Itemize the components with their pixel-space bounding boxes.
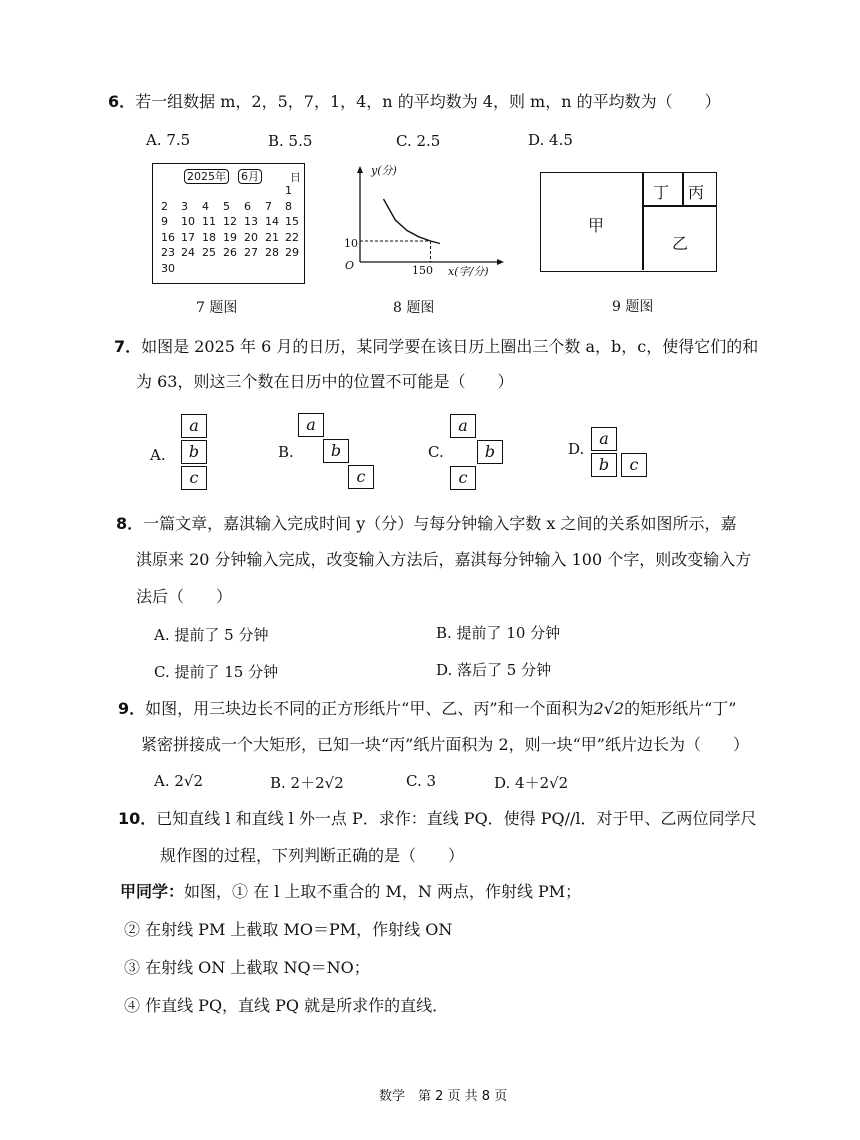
q10-step1-text: 如图，① 在 l 上取不重合的 M，N 两点，作射线 PM； (184, 882, 582, 901)
calendar-day: 4 (202, 199, 209, 213)
fig8-caption: 8 题图 (393, 300, 435, 316)
q6-option-b: B. 5.5 (268, 132, 313, 150)
calendar-day: 6 (244, 199, 251, 213)
q7-option-a-letter: A. (150, 446, 166, 464)
fig9-divider-small (682, 173, 684, 205)
q7-a-cell-a: a (181, 414, 207, 438)
q9-number: 9． (118, 699, 146, 718)
q6-number: 6． (108, 92, 136, 111)
q8-line3: 法后（ ） (136, 587, 233, 606)
q7-line2: 为 63，则这三个数在日历中的位置不可能是（ ） (136, 372, 514, 391)
calendar-day: 21 (265, 230, 279, 244)
q9-option-b: B. 2＋2√2 (270, 774, 344, 792)
calendar-day: 5 (223, 199, 230, 213)
fig9-label-ding: 丁 (653, 183, 670, 202)
q9-text-1b: 的矩形纸片“丁” (624, 699, 737, 718)
q10-step2: ② 在射线 PM 上截取 MO＝PM，作射线 ON (124, 920, 453, 939)
calendar-day: 24 (181, 246, 195, 259)
q8-option-c: C. 提前了 15 分钟 (154, 663, 279, 681)
calendar-day: 19 (223, 230, 237, 244)
q9-option-d: D. 4＋2√2 (494, 774, 569, 792)
calendar-day: 30 (161, 261, 175, 275)
q10-line1 (118, 809, 757, 829)
calendar-day: 13 (244, 215, 258, 228)
q7-d-cell-b: b (591, 453, 617, 477)
q7-b-cell-c: c (348, 465, 374, 489)
q7-number: 7． (114, 337, 142, 356)
calendar-day: 27 (244, 246, 258, 259)
calendar-day: 3 (181, 199, 188, 213)
q9-text-1a: 如图，用三块边长不同的正方形纸片“甲、乙、丙”和一个面积为 (145, 699, 594, 718)
q7-a-cell-b: b (181, 440, 207, 464)
calendar-day: 28 (265, 246, 279, 259)
calendar-month: 6月 (238, 169, 262, 184)
q8-text-1: 一篇文章，嘉淇输入完成时间 y（分）与每分钟输入字数 x 之间的关系如图所示，嘉 (143, 514, 737, 533)
fig9-divider-horizontal (642, 205, 716, 207)
calendar-day: 25 (202, 246, 216, 259)
q9-option-c: C. 3 (406, 772, 437, 790)
q8-line2: 淇原来 20 分钟输入完成，改变输入方法后，嘉淇每分钟输入 100 个字，则改变输入方 (136, 550, 752, 569)
x-axis-arrow (497, 259, 504, 265)
q7-d-cell-a: a (591, 427, 617, 451)
fig9-caption: 9 题图 (612, 299, 654, 315)
q7-option-b-letter: B. (278, 443, 294, 461)
y-axis-arrow (357, 166, 363, 173)
q7-b-cell-b: b (323, 439, 349, 463)
calendar-sunday-label: 日 (290, 171, 301, 184)
fig9-label-jia: 甲 (588, 216, 605, 235)
fig9-label-bing: 丙 (688, 183, 705, 202)
q9-area-expr: 2√2 (593, 699, 625, 718)
calendar-day: 1 (285, 184, 292, 197)
q9-line1 (118, 699, 736, 719)
calendar-day: 16 (161, 230, 175, 244)
fig8-ytick: 10 (344, 237, 358, 250)
fig8-xlabel: x(字/分) (448, 265, 489, 278)
fig8-origin: O (345, 259, 355, 272)
calendar-day: 23 (161, 246, 175, 259)
q7-b-cell-a: a (298, 413, 324, 437)
q7-c-cell-a: a (450, 414, 476, 438)
q7-d-cell-c: c (621, 453, 647, 477)
q6-option-a: A. 7.5 (146, 131, 191, 149)
q7-option-c-letter: C. (428, 443, 444, 461)
calendar-day: 17 (181, 230, 195, 244)
calendar-day: 20 (244, 230, 258, 244)
fig7-caption: 7 题图 (196, 300, 238, 316)
q8-option-d: D. 落后了 5 分钟 (436, 661, 552, 679)
fig9-label-yi: 乙 (672, 234, 689, 253)
q7-a-cell-c: c (181, 466, 207, 490)
calendar-day: 9 (161, 215, 168, 228)
fig9-divider-vertical (642, 173, 644, 270)
q10-jia-step1 (120, 882, 581, 902)
fig7-calendar (152, 163, 305, 284)
series-curve (384, 199, 440, 244)
q6-line (108, 92, 721, 112)
q6-text: 若一组数据 m，2，5，7，1，4，n 的平均数为 4，则 m，n 的平均数为（ ） (135, 92, 721, 111)
fig8-xtick: 150 (412, 264, 433, 277)
q7-option-d-letter: D. (568, 440, 585, 458)
calendar-day: 10 (181, 215, 195, 228)
calendar-day: 18 (202, 230, 216, 244)
q8-option-b: B. 提前了 10 分钟 (436, 624, 561, 642)
q7-line1 (114, 337, 758, 357)
calendar-day: 14 (265, 215, 279, 228)
q9-option-a: A. 2√2 (154, 772, 204, 790)
fig9-diagram (540, 172, 717, 272)
calendar-year: 2025年 (184, 169, 229, 184)
q6-option-d: D. 4.5 (528, 131, 573, 149)
calendar-day: 11 (202, 215, 216, 228)
calendar-day: 22 (285, 230, 299, 244)
calendar-day: 12 (223, 215, 237, 228)
q10-jia-title: 甲同学： (120, 882, 185, 901)
fig8-ylabel: y(分) (371, 164, 397, 177)
q10-text-1: 已知直线 l 和直线 l 外一点 P．求作：直线 PQ．使得 PQ//l．对于甲、乙两位同学尺 (156, 809, 757, 828)
calendar-day: 8 (285, 199, 292, 213)
q10-step3: ③ 在射线 ON 上截取 NQ＝NO； (124, 958, 370, 977)
q10-step4: ④ 作直线 PQ，直线 PQ 就是所求作的直线． (124, 996, 449, 1015)
calendar-day: 7 (265, 199, 272, 213)
q8-option-a: A. 提前了 5 分钟 (154, 626, 269, 644)
calendar-day: 29 (285, 246, 299, 259)
q8-number: 8． (116, 514, 144, 533)
calendar-day: 2 (161, 199, 168, 213)
q7-text-1: 如图是 2025 年 6 月的日历，某同学要在该日历上圈出三个数 a，b，c，使得它们的和 (141, 337, 759, 356)
page-footer: 数学 第 2 页 共 8 页 (379, 1089, 508, 1104)
q10-line2: 规作图的过程，下列判断正确的是（ ） (160, 846, 465, 865)
q7-c-cell-b: b (477, 440, 503, 464)
q6-option-c: C. 2.5 (396, 132, 441, 150)
q10-number: 10． (118, 809, 157, 828)
q7-c-cell-c: c (450, 466, 476, 490)
calendar-day: 26 (223, 246, 237, 259)
calendar-day: 15 (285, 215, 299, 228)
q9-line2: 紧密拼接成一个大矩形，已知一块“丙”纸片面积为 2，则一块“甲”纸片边长为（ ） (141, 735, 749, 754)
calendar-grid (153, 164, 303, 282)
q8-line1 (116, 514, 736, 534)
